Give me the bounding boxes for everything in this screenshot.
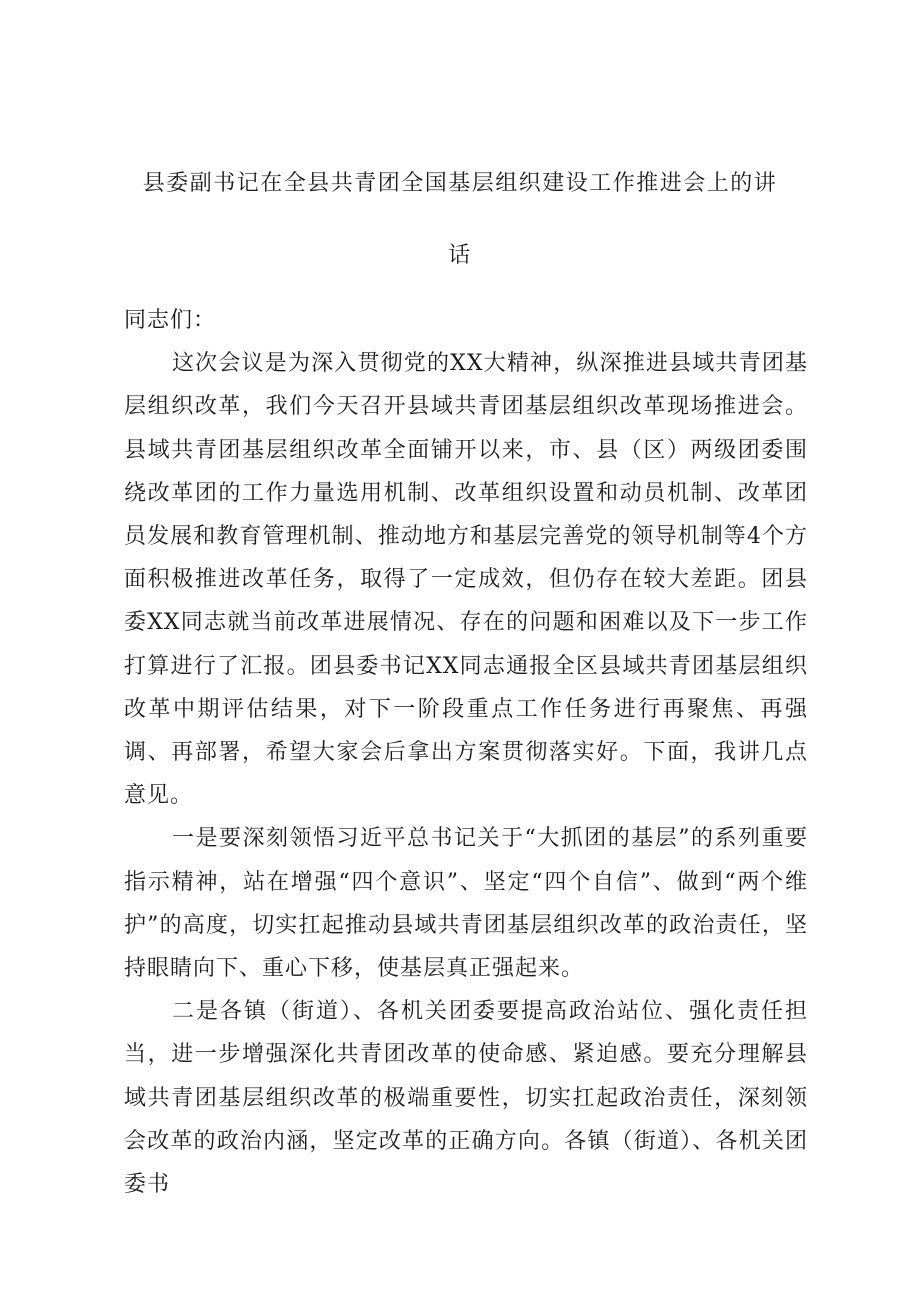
paragraph-intro: 这次会议是为深入贯彻党的XX大精神，纵深推进县域共青团基层组织改革，我们今天召开县域共青团基层组织改革现场推进会。县域共青团基层组织改革全面铺开以来，市、县（区）两级团委围绕改革团的工作力量选用机制、改革组织设置和动员机制、改革团员发展和教育管理机制、推动地方和基层完善党的领导机制等4个方面积极推进改革任务，取得了一定成效，但仍存在较大差距。团县委XX同志就当前改革进展情况、存在的问题和困难以及下一步工作打算进行了汇报。团县委书记XX同志通报全区县域共青团基层组织改革中期评估结果，对下一阶段重点工作任务进行再聚焦、再强调、再部署，希望大家会后拿出方案贯彻落实好。下面，我讲几点意见。 (124, 351, 808, 809)
document-title: 县委副书记在全县共青团全国基层组织建设工作推进会上的讲话 (142, 171, 778, 268)
salutation: 同志们： (124, 308, 217, 333)
document-body (124, 299, 808, 1206)
paragraph-point-one: 一是要深刻领悟习近平总书记关于“大抓团的基层”的系列重要指示精神，站在增强“四个意识”、坚定“四个自信”、做到“两个维护”的高度，切实扛起推动县域共青团基层组织改革的政治责任，坚持眼睛向下、重心下移，使基层真正强起来。 (124, 826, 808, 982)
paragraph-point-two: 二是各镇（街道）、各机关团委要提高政治站位、强化责任担当，进一步增强深化共青团改革的使命感、紧迫感。要充分理解县域共青团基层组织改革的极端重要性，切实扛起政治责任，深刻领会改革的政治内涵，坚定改革的正确方向。各镇（街道）、各机关团委书 (124, 999, 808, 1198)
